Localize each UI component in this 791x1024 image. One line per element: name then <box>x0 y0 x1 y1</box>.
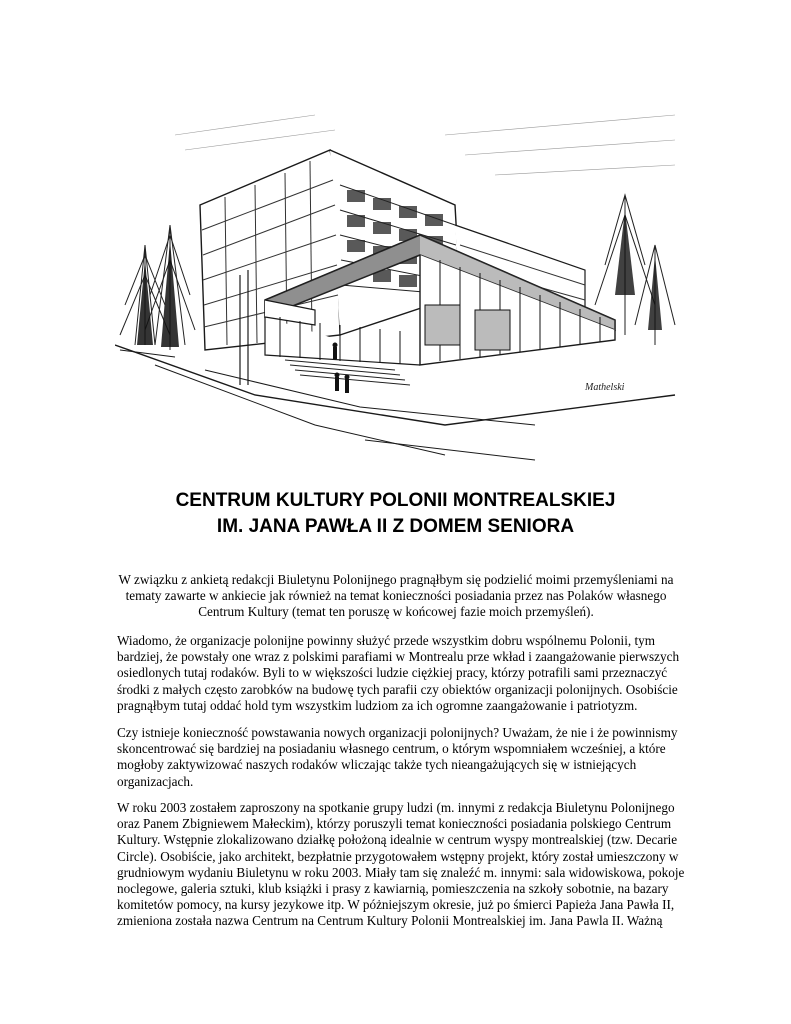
paragraph-line: noclegowe, galeria sztuki, klub książki i prasy z kawiarnią, pomieszczenia na szkoły sobotnie, na bazary <box>117 881 669 897</box>
document-title <box>0 488 791 540</box>
paragraph-2 <box>117 725 678 790</box>
title-line-2: IM. JANA PAWŁA II Z DOMEM SENIORA <box>216 516 575 537</box>
intro-line: Centrum Kultury (temat ten poruszę w końcowej fazie moich przemyśleń). <box>198 604 594 620</box>
intro-line: W związku z ankietą redakcji Biuletynu Polonijnego pragnąłbym się podzielić moimi przemyśleniami na <box>118 572 674 587</box>
paragraph-line: Czy istnieje konieczność powstawania nowych organizacji polonijnych? Uważam, że nie i że powinnismy <box>117 725 678 740</box>
paragraph-line: mogłoby zaktywizować naszych rodaków wliczając także tych nieangażujących się w istniejących <box>117 757 637 773</box>
paragraph-line: Wiadomo, że organizacje polonijne powinny służyć przede wszystkim dobru wspólnemu Polonii, tym <box>117 633 655 648</box>
paragraph-line: środki z małych często zarobków na budowę tych parafii czy obiektów organizacji polonijnych. Osobiście <box>117 681 678 697</box>
paragraph-line: skoncentrować się bardziej na posiadaniu własnego centrum, o którym wspomniałem wcześniej, a które <box>117 741 666 757</box>
building-sketch-drawing <box>115 95 680 465</box>
intro-paragraph <box>117 572 675 621</box>
paragraph-1 <box>117 633 680 714</box>
paragraph-line: grudniowym wydaniu Biuletynu w roku 2003. Miały tam się znaleźć m. innymi: sala widowiskowa, pokoje <box>117 864 685 880</box>
illustration-signature: Mathelski <box>585 382 625 393</box>
paragraph-line: oraz Panem Zbigniewem Małeckim), którzy poruszyli temat konieczności posiadania polskiego Centrum <box>117 816 672 832</box>
paragraph-line: pragnąłbym tutaj oddać hold tym wszystkim ludziom za ich ogromne zaangażowanie i patriotyzm. <box>117 697 638 713</box>
paragraph-line: osiedlonych tutaj rodaków. Byli to w większości ludzie ciężkiej pracy, którzy potrafili sami przeznaczyć <box>117 665 668 681</box>
paragraph-line: W roku 2003 zostałem zaproszony na spotkanie grupy ludzi (m. innymi z redakcja Biuletynu Polonijnego <box>117 800 675 815</box>
paragraph-line: Circle). Osobiście, jako architekt, bezpłatnie przygotowałem wstępny projekt, który został umieszczony w <box>117 848 679 864</box>
paragraph-line: komitetów pomocy, na kursy jezykowe itp. W póżniejszym okresie, już po śmierci Papieża Jana Pawła II, <box>117 897 675 913</box>
paragraph-line: organizacjach. <box>117 773 194 789</box>
title-line-1: CENTRUM KULTURY POLONII MONTREALSKIEJ <box>175 490 616 511</box>
paragraph-3 <box>117 800 685 930</box>
building-sketch-illustration <box>115 95 680 465</box>
paragraph-line: zmieniona została nazwa Centrum na Centrum Kultury Polonii Montrealskiej im. Jana Pawla II. Ważną <box>117 913 663 929</box>
paragraph-line: Kultury. Wstępnie zlokalizowano działkę położoną idealnie w centrum wyspy montrealskiej (tzw. Decarie <box>117 832 678 848</box>
intro-line: tematy zawarte w ankiecie jak również na temat konieczności posiadania przez nas Polaków własnego <box>125 588 667 604</box>
paragraph-line: bardziej, że powstały one wraz z polskimi parafiami w Montrealu prze wkład i zaangażowanie pierwszych <box>117 649 680 665</box>
